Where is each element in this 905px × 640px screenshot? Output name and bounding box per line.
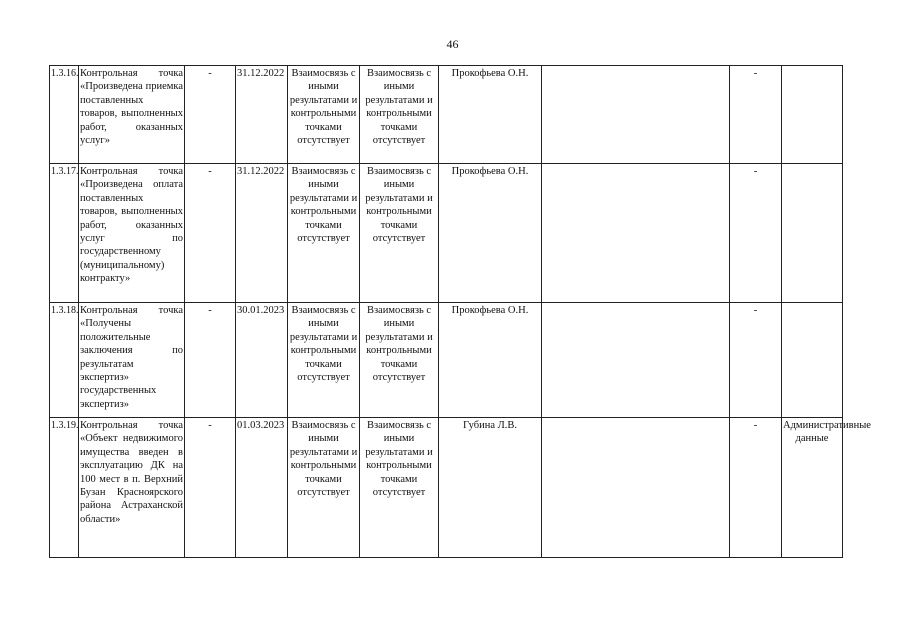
successor-link-cell: Взаимосвязь с иными результатами и контрольными точками отсутствует: [360, 66, 439, 164]
page-number: 46: [446, 37, 459, 51]
empty-cell: [542, 164, 730, 303]
successor-link-cell: Взаимосвязь с иными результатами и контрольными точками отсутствует: [360, 303, 439, 418]
base-value-cell: -: [185, 303, 236, 418]
responsible-person: Губина Л.В.: [439, 418, 542, 558]
predecessor-link-cell: Взаимосвязь с иными результатами и контрольными точками отсутствует: [288, 418, 360, 558]
indicator-cell: -: [730, 303, 782, 418]
indicator-cell: -: [730, 164, 782, 303]
table-row: [50, 164, 843, 303]
successor-link-cell: Взаимосвязь с иными результатами и контрольными точками отсутствует: [360, 418, 439, 558]
row-number: 1.3.19.: [50, 418, 79, 558]
information-source: [782, 164, 843, 303]
control-point-name: Контрольная точка «Произведена оплата поставленных товаров, выполненных работ, оказанных услуг по государственному (муниципальному) контракту»: [79, 164, 185, 303]
control-point-name: Контрольная точка «Получены положительные заключения по результатам экспертиз» государственных экспертиз»: [79, 303, 185, 418]
deadline-date: 30.01.2023: [236, 303, 288, 418]
table-row: [50, 66, 843, 164]
indicator-cell: -: [730, 66, 782, 164]
row-number: 1.3.18.: [50, 303, 79, 418]
responsible-person: Прокофьева О.Н.: [439, 66, 542, 164]
responsible-person: Прокофьева О.Н.: [439, 164, 542, 303]
deadline-date: 01.03.2023: [236, 418, 288, 558]
deadline-date: 31.12.2022: [236, 66, 288, 164]
predecessor-link-cell: Взаимосвязь с иными результатами и контрольными точками отсутствует: [288, 303, 360, 418]
predecessor-link-cell: Взаимосвязь с иными результатами и контрольными точками отсутствует: [288, 66, 360, 164]
base-value-cell: -: [185, 418, 236, 558]
table-row: [50, 303, 843, 418]
information-source: Административные данные: [782, 418, 843, 558]
base-value-cell: -: [185, 66, 236, 164]
control-point-name: Контрольная точка «Объект недвижимого имущества введен в эксплуатацию ДК на 100 мест в п. Верхний Бузан Красноярского района Астраханской области»: [79, 418, 185, 558]
information-source: [782, 66, 843, 164]
successor-link-cell: Взаимосвязь с иными результатами и контрольными точками отсутствует: [360, 164, 439, 303]
empty-cell: [542, 303, 730, 418]
row-number: 1.3.16.: [50, 66, 79, 164]
deadline-date: 31.12.2022: [236, 164, 288, 303]
base-value-cell: -: [185, 164, 236, 303]
empty-cell: [542, 418, 730, 558]
responsible-person: Прокофьева О.Н.: [439, 303, 542, 418]
control-points-table: [49, 65, 871, 558]
table-row: [50, 418, 843, 558]
predecessor-link-cell: Взаимосвязь с иными результатами и контрольными точками отсутствует: [288, 164, 360, 303]
empty-cell: [542, 66, 730, 164]
indicator-cell: -: [730, 418, 782, 558]
row-number: 1.3.17.: [50, 164, 79, 303]
information-source: [782, 303, 843, 418]
control-point-name: Контрольная точка «Произведена приемка поставленных товаров, выполненных работ, оказанных услуг»: [79, 66, 185, 164]
